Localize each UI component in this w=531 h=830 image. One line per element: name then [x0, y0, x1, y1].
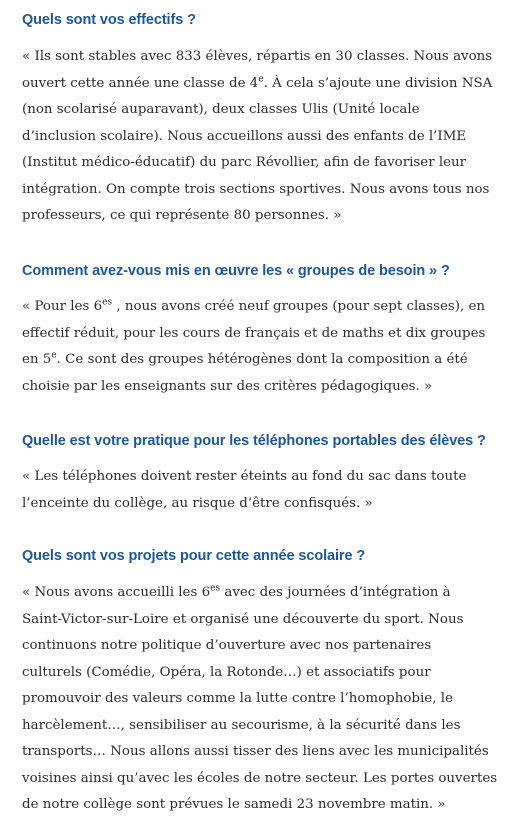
answer-text: voisines ainsi qu’avec les écoles de notre secteur. Les portes ouvertes [22, 770, 498, 786]
answer-line [22, 321, 485, 348]
answer-line [22, 97, 492, 124]
answer-line [22, 347, 485, 374]
answer-line [22, 44, 492, 71]
answer-text: , nous avons créé neuf groupes (pour sept classes), en [112, 299, 486, 314]
question-heading: Quels sont vos projets pour cette année scolaire ? [22, 548, 366, 564]
ordinal-superscript: es [102, 297, 113, 308]
answer-text: (non scolarisé auparavant), deux classes Ulis (Unité locale [22, 102, 420, 117]
answer-line [22, 71, 492, 98]
answer-text: . À cela s’ajoute une division NSA [263, 75, 493, 91]
answer-paragraph [22, 294, 485, 400]
answer-text: « Les téléphones doivent rester éteints au fond du sac dans toute [22, 469, 467, 484]
answer-paragraph [22, 464, 466, 517]
answer-text: de notre collège sont prévues le samedi 23 novembre matin. » [22, 797, 446, 812]
answer-text: transports… Nous allons aussi tisser des liens avec les municipalités [22, 744, 489, 759]
answer-text: (Institut médico-éducatif) du parc Révollier, afin de favoriser leur [22, 155, 467, 170]
answer-text: d’inclusion scolaire). Nous accueillons aussi des enfants de l’IME [22, 128, 467, 144]
answer-text: culturels (Comédie, Opéra, la Rotonde…) et associatifs pour [22, 664, 431, 680]
answer-text: choisie par les enseignants sur des critères pédagogiques. » [22, 378, 433, 394]
answer-line [22, 607, 497, 634]
ordinal-superscript: e [51, 350, 57, 361]
answer-line [22, 294, 485, 321]
answer-text: effectif réduit, pour les cours de français et de maths et dix groupes [22, 325, 486, 341]
answer-line [22, 150, 492, 177]
answer-line [22, 203, 492, 230]
answer-text: continuons notre politique d’ouverture avec nos partenaires [22, 638, 432, 653]
answer-line [22, 739, 497, 766]
answer-line [22, 633, 497, 660]
answer-text: avec des journées d’intégration à [220, 585, 451, 600]
question-heading: Quelle est votre pratique pour les téléphones portables des élèves ? [22, 433, 486, 449]
answer-text: promouvoir des valeurs comme la lutte contre l’homophobie, le [22, 691, 453, 706]
answer-line [22, 660, 497, 687]
answer-paragraph [22, 44, 492, 230]
answer-line [22, 686, 497, 713]
answer-text: en 5 [22, 352, 52, 367]
answer-line [22, 177, 492, 204]
question-heading: Comment avez-vous mis en œuvre les « groupes de besoin » ? [22, 263, 450, 279]
answer-line [22, 792, 497, 819]
ordinal-superscript: es [210, 583, 221, 594]
answer-line [22, 464, 466, 491]
answer-text: professeurs, ce qui représente 80 personnes. » [22, 208, 342, 223]
answer-text: harcèlement…, sensibiliser au secourisme, à la sécurité dans les [22, 717, 461, 733]
answer-text: « Pour les 6 [22, 299, 103, 314]
answer-text: ouvert cette année une classe de 4 [22, 75, 259, 91]
answer-text: intégration. On compte trois sections sportives. Nous avons tous nos [22, 181, 490, 197]
answer-line [22, 766, 497, 793]
answer-text: l’enceinte du collège, au risque d’être confisqués. » [22, 495, 373, 511]
answer-line [22, 713, 497, 740]
answer-text: Saint-Victor-sur-Loire et organisé une découverte du sport. Nous [22, 611, 464, 627]
answer-paragraph [22, 580, 497, 819]
answer-line [22, 124, 492, 151]
answer-line [22, 491, 466, 518]
answer-line [22, 580, 497, 607]
question-heading: Quels sont vos effectifs ? [22, 12, 196, 28]
answer-text: « Ils sont stables avec 833 élèves, répartis en 30 classes. Nous avons [22, 49, 493, 64]
answer-text: « Nous avons accueilli les 6 [22, 585, 211, 600]
ordinal-superscript: e [258, 74, 264, 85]
answer-text: . Ce sont des groupes hétérogènes dont la composition a été [56, 352, 468, 367]
answer-line [22, 374, 485, 401]
